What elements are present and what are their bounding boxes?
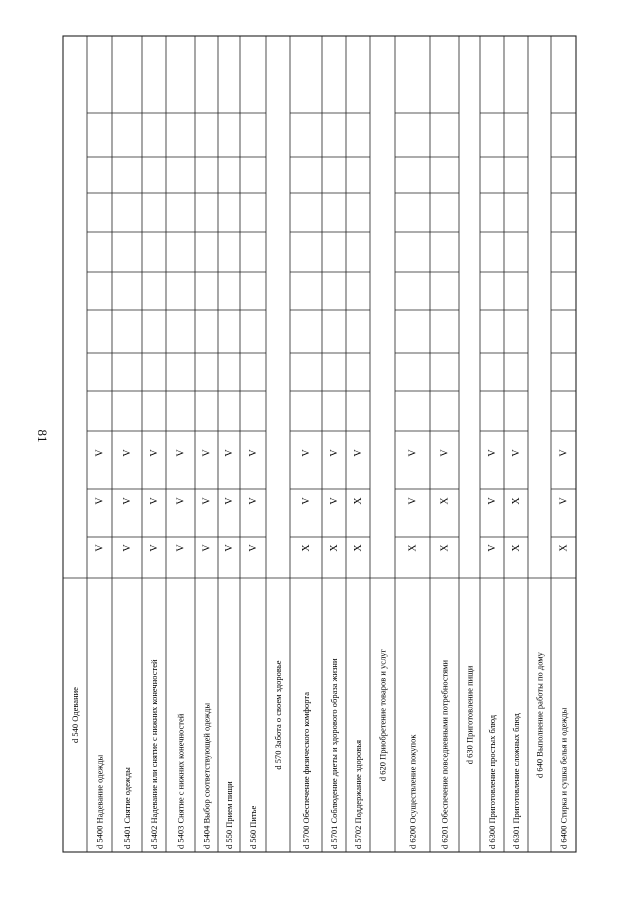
- table-row: [408, 449, 419, 849]
- mark-v: V: [558, 497, 570, 505]
- row-label: d 550 Прием пищи: [224, 781, 234, 849]
- row-label: d 5403 Снятие с нижних конечностей: [175, 713, 186, 849]
- mark-v: V: [94, 497, 106, 505]
- mark-v: V: [94, 449, 106, 457]
- table-row: [487, 449, 498, 849]
- mark-x: X: [558, 544, 570, 552]
- mark-v: V: [248, 449, 259, 457]
- row-label: d 5404 Выбор соответствующей одежды: [201, 702, 212, 849]
- mark-v: V: [487, 497, 498, 505]
- mark-v: V: [224, 497, 235, 505]
- mark-v: V: [224, 544, 235, 552]
- row-label: d 5700 Обеспечение физического комфорта: [301, 691, 311, 849]
- mark-v: V: [558, 449, 570, 457]
- table-row: [95, 449, 106, 849]
- mark-x: X: [439, 544, 451, 552]
- mark-v: V: [487, 544, 498, 552]
- mark-x: X: [511, 497, 522, 505]
- mark-v: V: [201, 544, 213, 552]
- mark-v: V: [439, 449, 451, 457]
- row-label: d 6300 Приготовление простых блюд: [487, 714, 497, 849]
- mark-v: V: [149, 544, 160, 552]
- mark-v: V: [122, 497, 133, 505]
- row-label: d 5400 Надевание одежды: [94, 754, 105, 849]
- row-label: d 5701 Соблюдение диеты и здорового образа жизни: [329, 658, 339, 849]
- mark-v: V: [301, 497, 312, 505]
- mark-v: V: [149, 497, 160, 505]
- section-label: d 620 Приобретение товаров и услуг: [377, 648, 388, 782]
- mark-x: X: [329, 544, 340, 552]
- mark-v: V: [175, 544, 187, 552]
- section-label: d 630 Приготовление пищи: [464, 665, 475, 765]
- table-row: [149, 449, 160, 849]
- table-row: [353, 449, 364, 849]
- row-label: d 6301 Приготовление сложных блюд: [511, 713, 521, 849]
- mark-v: V: [407, 449, 419, 457]
- section-label: d 570 Забота о своем здоровье: [273, 660, 283, 770]
- mark-v: V: [201, 497, 213, 505]
- mark-v: V: [149, 449, 160, 457]
- mark-x: X: [353, 544, 364, 552]
- row-label: d 6200 Осуществление покупок: [407, 734, 418, 849]
- section-row: [70, 687, 80, 743]
- mark-v: V: [329, 497, 340, 505]
- mark-v: V: [353, 449, 364, 457]
- section-row: [465, 665, 475, 764]
- mark-v: V: [122, 449, 133, 457]
- row-label: d 560 Питье: [248, 805, 258, 849]
- section-label: d 640 Выполнение работы по дому: [534, 652, 545, 778]
- table-border: [63, 36, 576, 852]
- row-label: d 5702 Поддержание здоровья: [353, 739, 363, 849]
- table-row: [511, 449, 522, 849]
- row-label: d 6400 Стирка и сушка белья и одежды: [558, 707, 569, 849]
- table-row: [224, 449, 235, 849]
- mark-x: X: [439, 497, 451, 505]
- mark-v: V: [248, 497, 259, 505]
- mark-x: X: [511, 544, 522, 552]
- table-row: [301, 449, 312, 849]
- mark-v: V: [407, 497, 419, 505]
- mark-v: V: [224, 449, 235, 457]
- mark-v: V: [248, 544, 259, 552]
- row-label: d 5402 Надевание или снятие с нижних конечностей: [149, 659, 159, 849]
- table-row: [248, 449, 259, 849]
- section-row: [535, 651, 545, 778]
- mark-x: X: [301, 544, 312, 552]
- mark-v: V: [122, 544, 133, 552]
- section-row: [273, 660, 283, 769]
- mark-x: X: [407, 544, 419, 552]
- row-label: d 5401 Снятие одежды: [122, 767, 132, 849]
- table-row: [559, 449, 570, 849]
- table-row: [440, 449, 451, 849]
- table-row: [122, 449, 133, 849]
- mark-v: V: [329, 449, 340, 457]
- table-row: [176, 449, 187, 849]
- table-row: [202, 449, 213, 849]
- mark-x: X: [353, 497, 364, 505]
- mark-v: V: [175, 497, 187, 505]
- page-number: 81: [35, 429, 50, 443]
- mark-v: V: [201, 449, 213, 457]
- section-row: [378, 648, 388, 781]
- section-label: d 540 Одевание: [70, 687, 80, 743]
- mark-v: V: [175, 449, 187, 457]
- row-label: d 6201 Обеспечение повседневными потребностями: [439, 659, 450, 849]
- mark-v: V: [94, 544, 106, 552]
- mark-v: V: [487, 449, 498, 457]
- mark-v: V: [301, 449, 312, 457]
- table-row: [329, 449, 340, 849]
- mark-v: V: [511, 449, 522, 457]
